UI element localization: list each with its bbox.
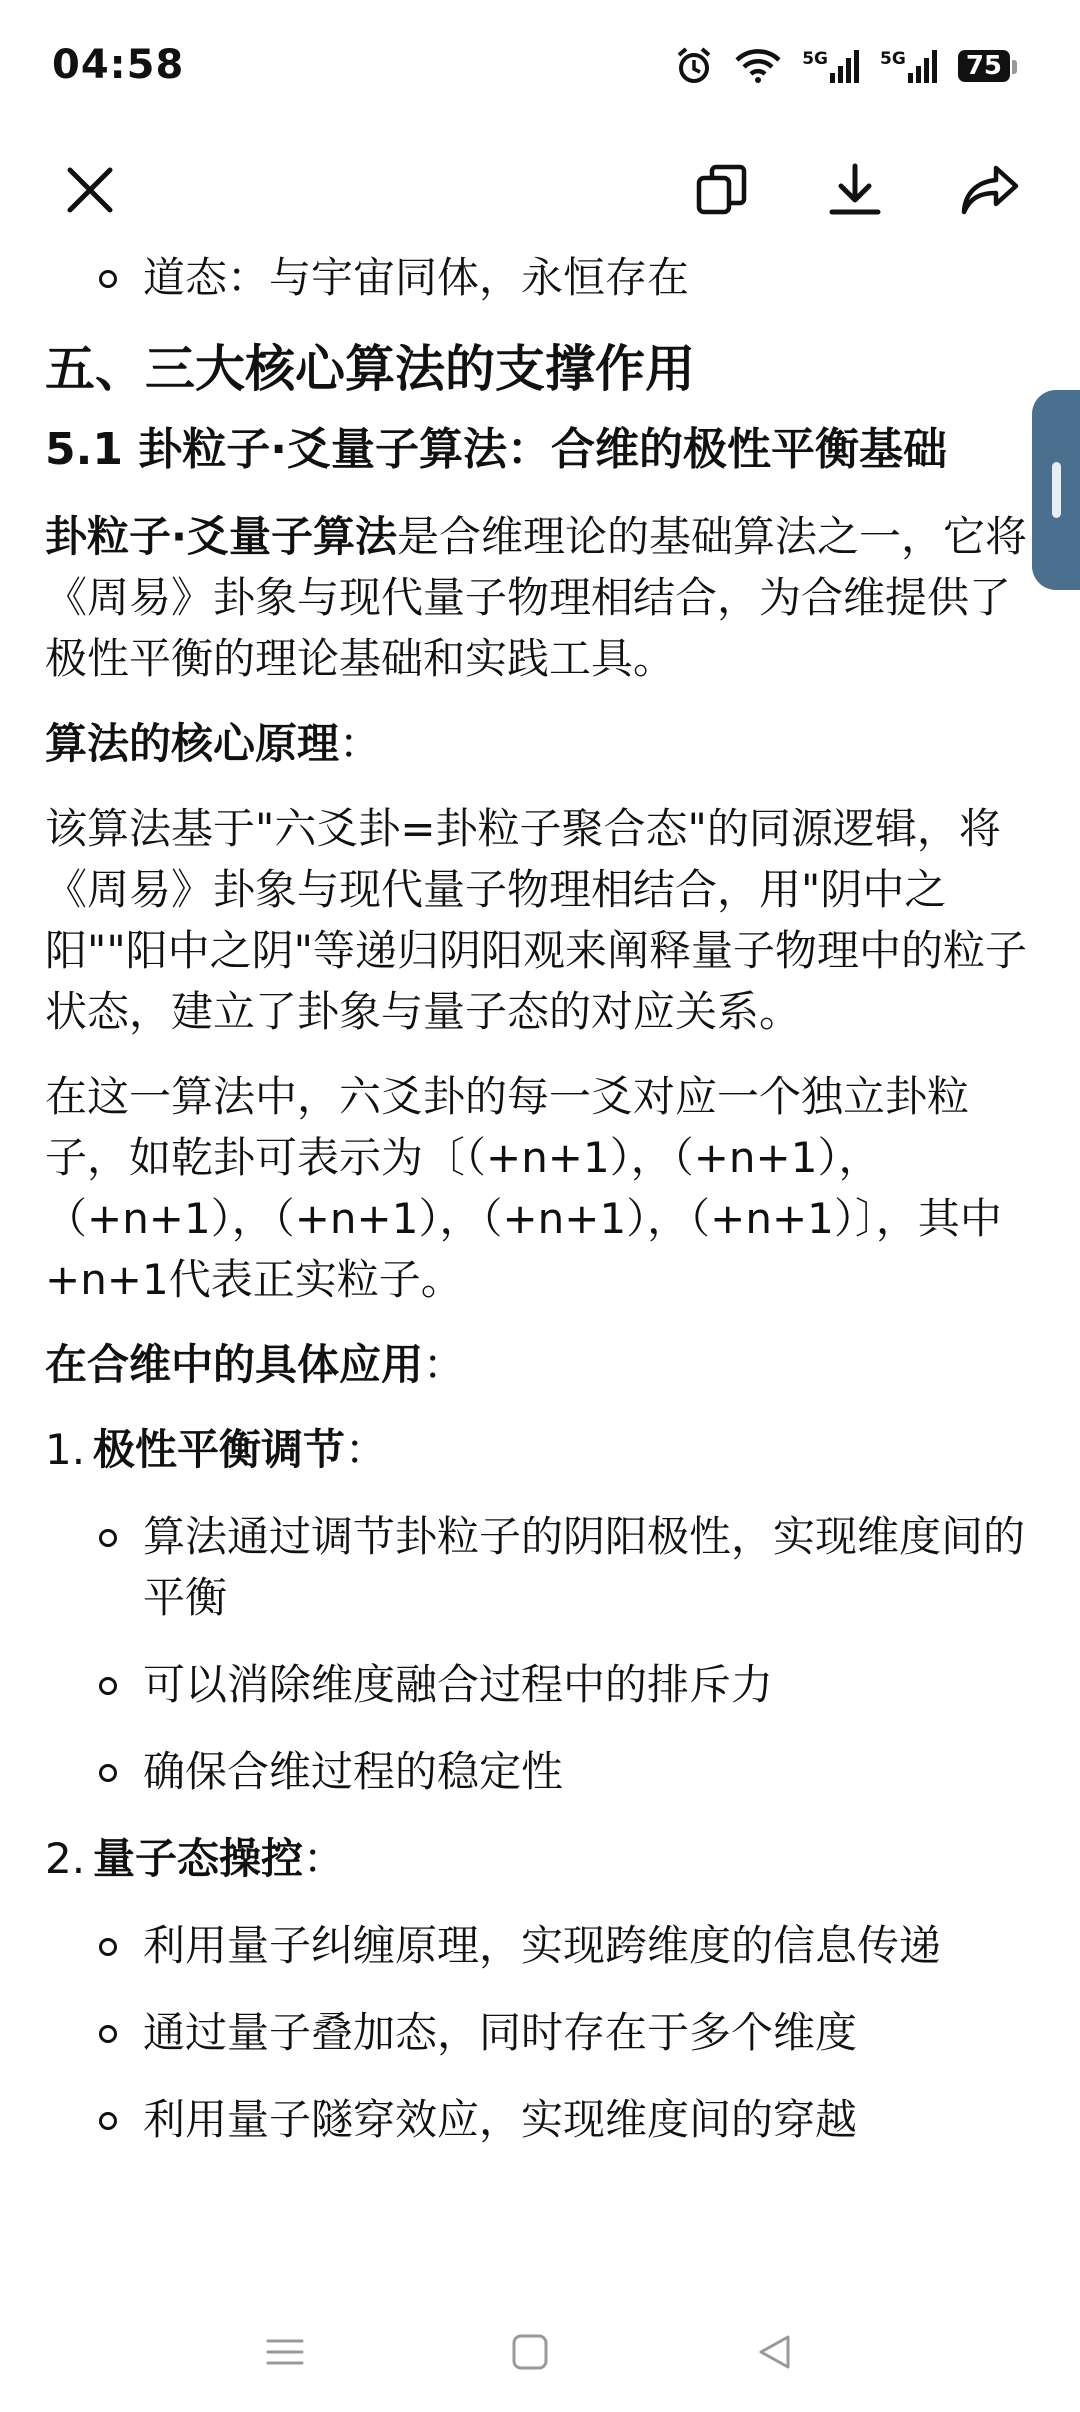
list-item: 利用量子纠缠原理，实现跨维度的信息传递 — [45, 1915, 1045, 1976]
intro-text: 是合维理论的基础算法之一，它将《周易》卦象与现代量子物理相结合，为合维提供了极性平衡的理论基础和实践工具。 — [45, 512, 1027, 683]
intro-bold: 卦粒子·爻量子算法 — [45, 512, 397, 561]
status-time: 04:58 — [52, 42, 185, 88]
list-item: 道态：与宇宙同体，永恒存在 — [45, 247, 1045, 308]
share-button[interactable] — [950, 150, 1030, 230]
home-nav-button[interactable] — [500, 2322, 560, 2382]
status-bar — [0, 0, 1080, 140]
download-button[interactable] — [815, 150, 895, 230]
colon: ： — [423, 1340, 466, 1389]
article-content — [45, 160, 1045, 2280]
alarm-icon — [674, 46, 714, 86]
application-item — [45, 1419, 1045, 1802]
menu-nav-button[interactable] — [255, 2322, 315, 2382]
colon: ： — [303, 1834, 346, 1883]
status-icons — [674, 46, 1010, 86]
network-type-2: 5G — [880, 49, 906, 69]
list-item: 通过量子叠加态，同时存在于多个维度 — [45, 2002, 1045, 2063]
copy-icon — [694, 162, 750, 218]
signal-icon-2 — [880, 49, 938, 83]
principle-paragraph-2: 在这一算法中，六爻卦的每一爻对应一个独立卦粒子，如乾卦可表示为〔（+n+1），（+n+1），（+n+1），（+n+1），（+n+1），（+n+1）〕，其中+n+1代表正实粒子。 — [45, 1072, 1002, 1304]
list-item: 算法通过调节卦粒子的阴阳极性，实现维度间的平衡 — [45, 1506, 1045, 1628]
list-item: 利用量子隧穿效应，实现维度间的穿越 — [45, 2089, 1045, 2150]
application-sublist — [45, 1506, 1045, 1802]
principle-heading — [45, 713, 1045, 774]
home-icon — [510, 2332, 550, 2372]
menu-icon — [265, 2332, 305, 2372]
item-number: 2. — [45, 1834, 86, 1883]
application-heading — [45, 1828, 1045, 1889]
back-icon — [755, 2332, 795, 2372]
principle-paragraph-1: 该算法基于"六爻卦=卦粒子聚合态"的同源逻辑，将《周易》卦象与现代量子物理相结合，用"阴中之阳""阳中之阴"等递归阴阳观来阐释量子物理中的粒子状态，建立了卦象与量子态的对应关系。 — [45, 804, 1027, 1036]
side-panel-handle[interactable] — [1032, 390, 1080, 590]
system-nav-bar — [0, 2282, 1080, 2412]
section-title: 五、三大核心算法的支撑作用 — [45, 340, 695, 398]
application-title: 量子态操控 — [93, 1834, 304, 1883]
colon: ： — [339, 719, 382, 768]
application-heading — [45, 1419, 1045, 1480]
intro-paragraph — [45, 506, 1045, 689]
close-icon — [64, 164, 116, 216]
signal-icon-1 — [802, 49, 860, 83]
application-title: 极性平衡调节 — [93, 1425, 346, 1474]
download-icon — [827, 162, 883, 218]
application-sublist — [45, 1915, 1045, 2150]
battery-icon: 75 — [958, 50, 1010, 82]
apps-heading — [45, 1334, 1045, 1395]
colon: ： — [345, 1425, 388, 1474]
apps-heading-text: 在合维中的具体应用 — [45, 1340, 424, 1389]
principle-heading-text: 算法的核心原理 — [45, 719, 340, 768]
application-item — [45, 1828, 1045, 2150]
handle-grip — [1052, 462, 1061, 518]
subsection-title: 5.1 卦粒子·爻量子算法：合维的极性平衡基础 — [45, 424, 947, 475]
application-list — [45, 1419, 1045, 2150]
list-item: 可以消除维度融合过程中的排斥力 — [45, 1654, 1045, 1715]
wifi-icon — [734, 48, 782, 84]
item-number: 1. — [45, 1425, 86, 1474]
network-type-1: 5G — [802, 49, 829, 69]
share-icon — [960, 162, 1020, 218]
back-nav-button[interactable] — [745, 2322, 805, 2382]
copy-button[interactable] — [682, 150, 762, 230]
close-button[interactable] — [50, 150, 130, 230]
toolbar — [0, 140, 1080, 240]
list-item: 确保合维过程的稳定性 — [45, 1741, 1045, 1802]
